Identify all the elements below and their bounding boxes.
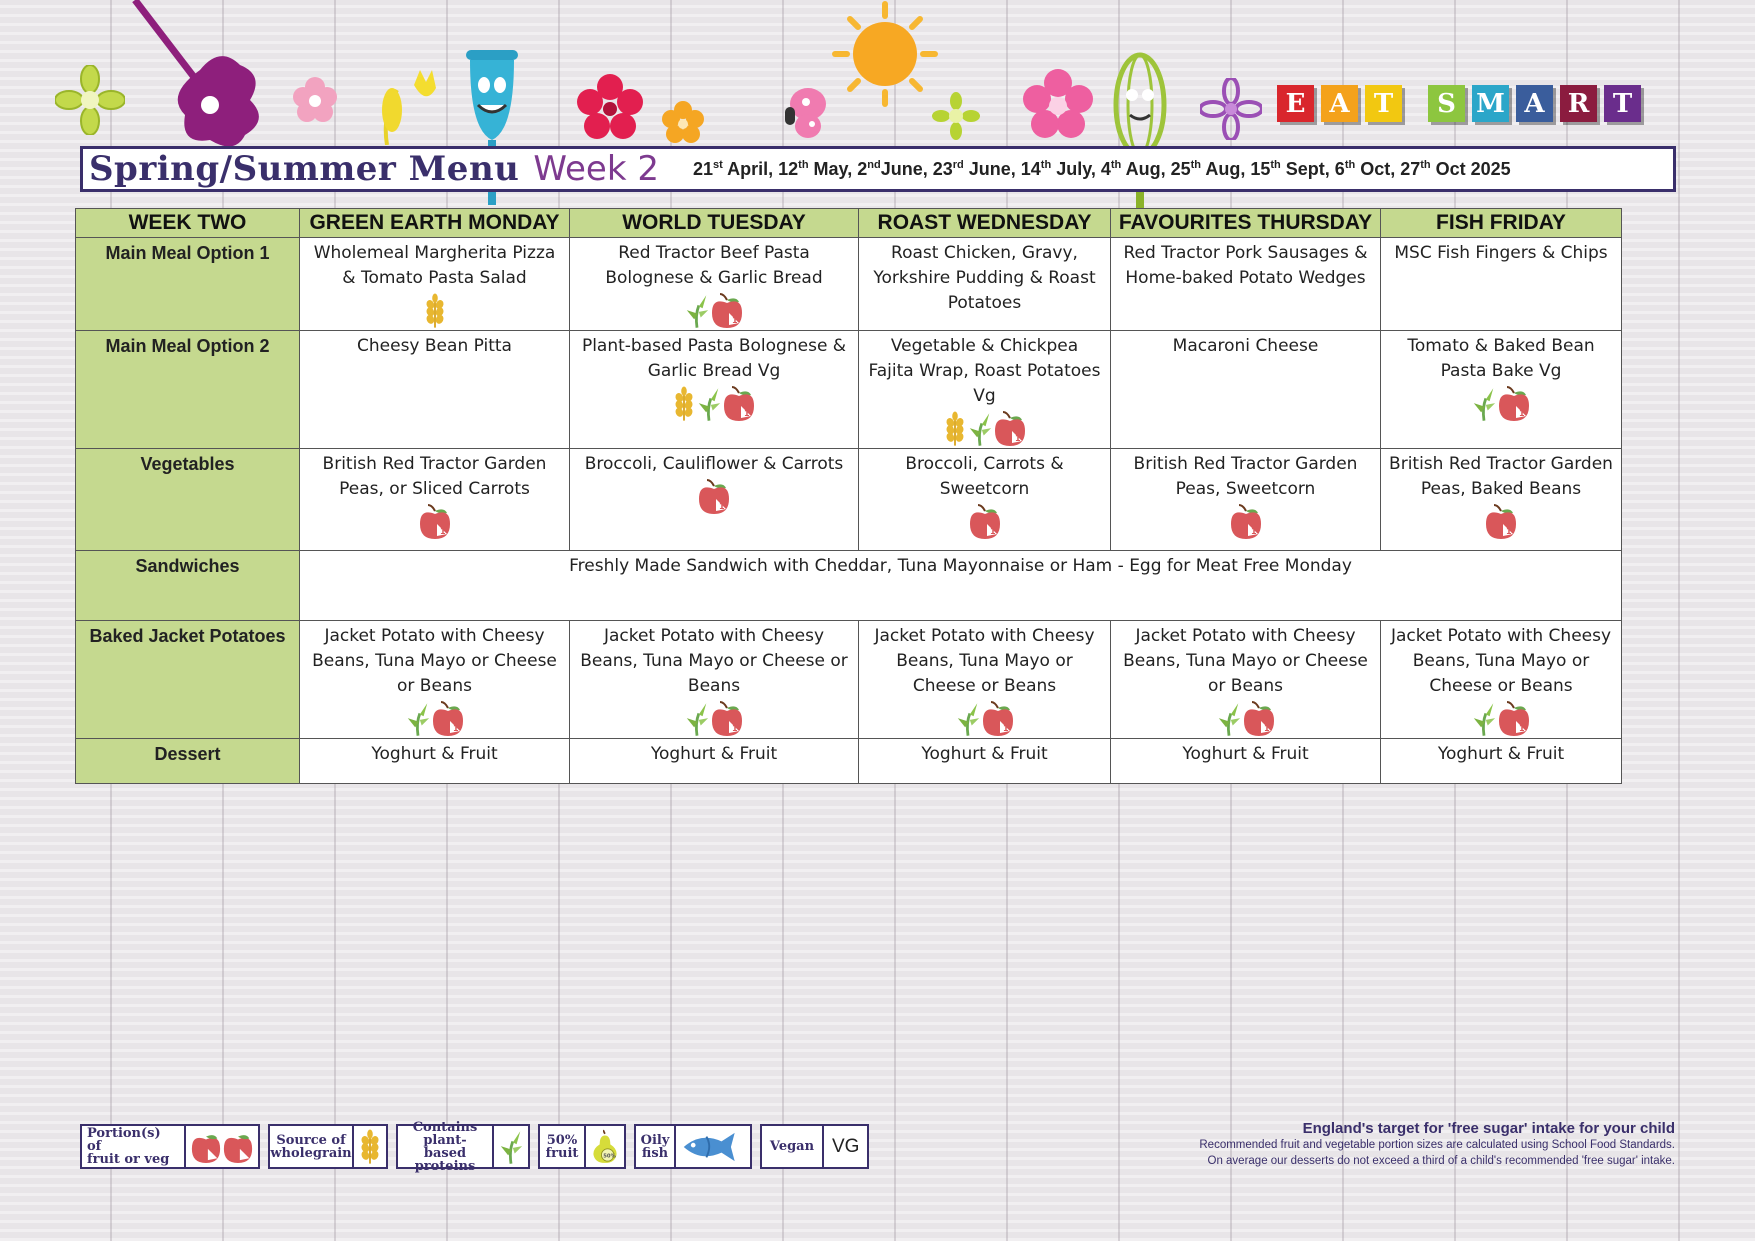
menu-cell <box>1381 238 1622 331</box>
menu-cell <box>859 238 1111 331</box>
legend-label-line: wholegrain <box>270 1145 352 1161</box>
svg-text:1: 1 <box>1519 409 1525 418</box>
menu-cell <box>570 621 859 739</box>
plant-protein-icon <box>1216 700 1242 738</box>
row-label: Vegetables <box>76 449 300 551</box>
legend-label-line: proteins <box>414 1158 476 1174</box>
legend-icon <box>494 1126 528 1167</box>
decor-flower-daisy-green <box>932 92 980 140</box>
menu-cell <box>859 739 1111 784</box>
column-header: WEEK TWO <box>76 209 300 238</box>
legend-icon <box>354 1126 386 1167</box>
column-header: ROAST WEDNESDAY <box>859 209 1111 238</box>
column-header: FAVOURITES THURSDAY <box>1111 209 1381 238</box>
row-label: Sandwiches <box>76 551 300 621</box>
dish-icons <box>1389 700 1613 738</box>
legend-vegan-value: VG <box>832 1135 860 1157</box>
legend-label-line: Portion(s) of <box>87 1126 161 1154</box>
decor-spoon-splat <box>130 0 265 150</box>
menu-table <box>75 208 1622 784</box>
dish-text: Vegetable & Chickpea Fajita Wrap, Roast Potatoes Vg <box>868 336 1101 406</box>
dish-icons <box>867 700 1102 738</box>
svg-text:1: 1 <box>452 724 459 733</box>
fruit-veg-icon <box>418 503 452 541</box>
svg-text:1: 1 <box>744 409 750 418</box>
legend-label-line: fruit <box>545 1145 579 1161</box>
menu-cell <box>300 739 570 784</box>
menu-cell <box>1381 449 1622 551</box>
dish-icons <box>578 700 850 738</box>
legend-label <box>636 1126 676 1167</box>
dish-icons <box>578 478 850 516</box>
plant-protein-icon <box>967 410 993 448</box>
legend-label <box>398 1119 494 1174</box>
decor-flower-red <box>575 72 645 142</box>
dish-text: Tomato & Baked Bean Pasta Bake Vg <box>1407 336 1595 381</box>
row-label: Dessert <box>76 739 300 784</box>
table-row <box>76 449 1622 551</box>
eat-smart-letter: A <box>1516 85 1553 122</box>
menu-cell <box>300 331 570 449</box>
decor-flower-orange <box>660 100 706 146</box>
dish-text: British Red Tractor Garden Peas, Sweetcorn <box>1133 454 1358 499</box>
dish-icons <box>1389 503 1613 541</box>
dish-text: British Red Tractor Garden Peas, Baked Beans <box>1389 454 1613 499</box>
menu-cell <box>1111 331 1381 449</box>
dish-icons <box>1119 503 1372 541</box>
svg-text:1: 1 <box>732 316 738 325</box>
dish-text: MSC Fish Fingers & Chips <box>1394 243 1608 263</box>
dish-icons <box>578 292 850 330</box>
dish-icons <box>1119 700 1372 738</box>
menu-dates: 21st April, 12th May, 2ndJune, 23rd June, 14th July, 4th Aug, 25th Aug, 15th Sept, 6th Oct, 27th Oct 2025 <box>692 158 1511 179</box>
row-label: Baked Jacket Potatoes <box>76 621 300 739</box>
plant-protein-icon <box>955 700 981 738</box>
svg-text:1: 1 <box>732 724 738 733</box>
dish-text: British Red Tractor Garden Peas, or Sliced Carrots <box>322 454 547 499</box>
legend-oily-fish <box>634 1124 752 1169</box>
table-row <box>76 331 1622 449</box>
fruit-veg-icon <box>1484 503 1518 541</box>
legend-label <box>270 1126 354 1167</box>
legend-label <box>540 1126 586 1167</box>
plant-protein-icon <box>684 700 710 738</box>
fruit-veg-icon <box>710 700 744 738</box>
legend-icon <box>586 1126 624 1167</box>
legend-label-line: 50% <box>546 1132 578 1148</box>
legend-label-line: Oily <box>640 1132 670 1148</box>
dish-icons <box>867 503 1102 541</box>
decor-sun <box>825 0 945 112</box>
eat-smart-letter: T <box>1365 85 1402 122</box>
svg-text:1: 1 <box>1014 434 1021 443</box>
legend-label-line: Contains <box>412 1119 478 1135</box>
menu-cell <box>300 238 570 331</box>
eat-smart-letter: R <box>1560 85 1597 122</box>
eat-smart-logo <box>1277 85 1641 122</box>
dish-text: Yoghurt & Fruit <box>921 744 1048 764</box>
dish-text: Jacket Potato with Cheesy Beans, Tuna Mayo or Cheese or Beans <box>1390 626 1612 696</box>
menu-cell <box>300 449 570 551</box>
dish-text: Broccoli, Carrots & Sweetcorn <box>905 454 1064 499</box>
table-row <box>76 621 1622 739</box>
menu-cell <box>1111 621 1381 739</box>
column-header: WORLD TUESDAY <box>570 209 859 238</box>
fruit-veg-icon <box>710 292 744 330</box>
menu-cell <box>1381 739 1622 784</box>
fruit-veg-icon <box>1497 385 1531 423</box>
menu-cell <box>1111 238 1381 331</box>
dish-text: Jacket Potato with Cheesy Beans, Tuna Mayo or Cheese or Beans <box>580 626 848 696</box>
legend-label-line: fruit or veg <box>87 1152 170 1167</box>
fruit-veg-icon <box>1229 503 1263 541</box>
dish-icons <box>308 503 561 541</box>
legend-plant-protein <box>396 1119 530 1174</box>
dish-icons <box>308 700 561 738</box>
dish-text: Broccoli, Cauliflower & Carrots <box>584 454 844 474</box>
legend-label-line: fish <box>641 1145 669 1161</box>
legend-label-line: Source of <box>276 1132 346 1148</box>
wholegrain-icon <box>672 385 696 423</box>
dish-text: Yoghurt & Fruit <box>1437 744 1565 764</box>
dish-icons <box>578 385 850 423</box>
decor-flower-pink-large <box>1022 68 1094 140</box>
fruit-veg-icon <box>981 700 1015 738</box>
fruit-veg-icon <box>1242 700 1276 738</box>
dish-icons <box>1389 385 1613 423</box>
menu-cell <box>300 621 570 739</box>
menu-cell <box>1111 449 1381 551</box>
menu-cell <box>570 238 859 331</box>
menu-cell <box>1381 621 1622 739</box>
svg-text:1: 1 <box>1519 724 1525 733</box>
legend-vegan <box>760 1124 869 1169</box>
eat-smart-letter: E <box>1277 85 1314 122</box>
legend-fruit-veg <box>80 1124 260 1169</box>
decor-butterfly <box>760 82 830 142</box>
menu-cell <box>570 449 859 551</box>
svg-text:1: 1 <box>1263 724 1270 733</box>
plant-protein-icon <box>1471 700 1497 738</box>
wholegrain-icon <box>943 410 967 448</box>
dish-text: Yoghurt & Fruit <box>650 744 778 764</box>
fruit-veg-icon <box>968 503 1002 541</box>
menu-cell <box>1381 331 1622 449</box>
wholegrain-icon <box>423 292 447 330</box>
table-row <box>76 238 1622 331</box>
sugar-footnote <box>1199 1120 1675 1169</box>
plant-protein-icon <box>1471 385 1497 423</box>
dish-text: Yoghurt & Fruit <box>371 744 498 764</box>
menu-cell <box>570 739 859 784</box>
legend-label-line: plant-based <box>423 1132 467 1161</box>
legend-label: Vegan <box>762 1126 824 1167</box>
dish-icons <box>867 410 1102 448</box>
plant-protein-icon <box>696 385 722 423</box>
menu-cell <box>1111 739 1381 784</box>
menu-cell <box>859 331 1111 449</box>
svg-text:1: 1 <box>1506 527 1512 536</box>
column-header: FISH FRIDAY <box>1381 209 1622 238</box>
footnote-line: Recommended fruit and vegetable portion sizes are calculated using School Food Standards. <box>1199 1139 1675 1151</box>
row-label: Main Meal Option 2 <box>76 331 300 449</box>
legend-icon <box>186 1126 258 1167</box>
dish-text: Red Tractor Pork Sausages & Home-baked Potato Wedges <box>1123 243 1368 288</box>
menu-cell <box>570 331 859 449</box>
decor-flower-lime <box>55 65 125 135</box>
menu-cell <box>859 621 1111 739</box>
dish-text: Wholemeal Margherita Pizza & Tomato Pasta Salad <box>313 243 556 288</box>
eat-smart-letter: M <box>1472 85 1509 122</box>
svg-text:1: 1 <box>989 527 996 536</box>
fruit-veg-icon <box>431 700 465 738</box>
fruit-veg-icon <box>697 478 731 516</box>
menu-cell <box>859 449 1111 551</box>
page-title: Spring/Summer Menu <box>89 149 520 189</box>
fruit-veg-icon <box>1497 700 1531 738</box>
dish-text: Jacket Potato with Cheesy Beans, Tuna Mayo or Cheese or Beans <box>1123 626 1368 696</box>
footnote-line: On average our desserts do not exceed a third of a child's recommended 'free sugar' intake. <box>1207 1155 1675 1167</box>
eat-smart-letter: A <box>1321 85 1358 122</box>
title-banner <box>80 146 1676 192</box>
table-row <box>76 739 1622 784</box>
legend-icon <box>676 1126 750 1167</box>
svg-text:1: 1 <box>439 527 446 536</box>
eat-smart-letter: S <box>1428 85 1465 122</box>
fruit-veg-icon <box>722 385 756 423</box>
decor-flower-purple <box>1200 78 1262 140</box>
header-row <box>76 209 1622 238</box>
dish-text: Cheesy Bean Pitta <box>357 336 512 356</box>
dish-text: Yoghurt & Fruit <box>1182 744 1309 764</box>
row-label: Main Meal Option 1 <box>76 238 300 331</box>
table-row <box>76 551 1622 621</box>
plant-protein-icon <box>684 292 710 330</box>
legend-label <box>82 1126 186 1167</box>
decor-tulips <box>372 65 442 145</box>
footnote-title: England's target for 'free sugar' intake for your child <box>1302 1120 1675 1137</box>
dish-text: Plant-based Pasta Bolognese & Garlic Bread Vg <box>581 336 847 381</box>
week-label: Week 2 <box>533 149 659 189</box>
svg-text:1: 1 <box>1002 724 1009 733</box>
svg-text:50%: 50% <box>603 1153 616 1160</box>
fruit-veg-icon <box>993 410 1027 448</box>
dish-icons <box>308 292 561 330</box>
legend-wholegrain <box>268 1124 388 1169</box>
legend <box>80 1119 869 1174</box>
dish-text: Jacket Potato with Cheesy Beans, Tuna Mayo or Cheese or Beans <box>874 626 1095 696</box>
dish-text: Macaroni Cheese <box>1172 336 1319 356</box>
dish-text: Jacket Potato with Cheesy Beans, Tuna Mayo or Cheese or Beans <box>312 626 557 696</box>
legend-fruit-50 <box>538 1124 626 1169</box>
decor-flower-pink <box>290 75 340 125</box>
svg-text:1: 1 <box>1250 527 1257 536</box>
dish-text: Roast Chicken, Gravy, Yorkshire Pudding & Roast Potatoes <box>873 243 1096 313</box>
plant-protein-icon <box>405 700 431 738</box>
eat-smart-letter: T <box>1604 85 1641 122</box>
dish-text: Red Tractor Beef Pasta Bolognese & Garlic Bread <box>605 243 823 288</box>
sandwich-cell: Freshly Made Sandwich with Cheddar, Tuna Mayonnaise or Ham - Egg for Meat Free Monday <box>300 551 1622 621</box>
column-header: GREEN EARTH MONDAY <box>300 209 570 238</box>
svg-text:1: 1 <box>719 502 725 511</box>
